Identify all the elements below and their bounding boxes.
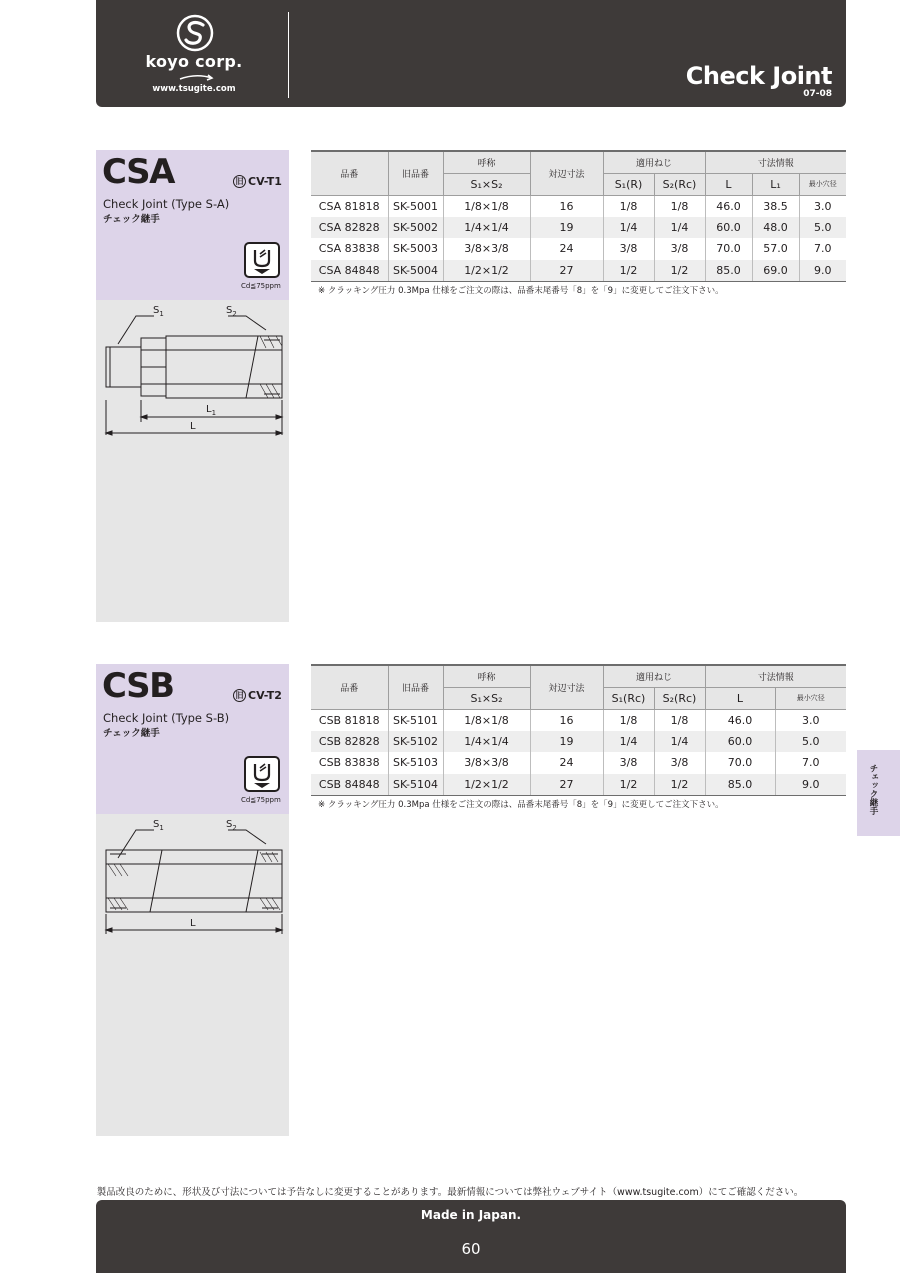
side-tab-label: チェック継手 xyxy=(868,764,878,815)
page-subtitle: 07-08 xyxy=(803,89,832,99)
col-thread: 適用ねじ xyxy=(603,665,705,687)
col-l1: L₁ xyxy=(752,173,799,195)
table-row xyxy=(311,752,846,774)
col-l: L xyxy=(705,687,775,709)
table-cell: 1/4 xyxy=(654,217,705,239)
table-cell: SK-5001 xyxy=(388,195,443,217)
table-cell: 85.0 xyxy=(705,774,775,796)
table-cell: CSA 82828 xyxy=(311,217,388,239)
table-cell: 1/4×1/4 xyxy=(443,217,530,239)
type-japanese: チェック継手 xyxy=(103,728,160,739)
old-mark: 旧 xyxy=(233,689,246,702)
col-old: 旧品番 xyxy=(388,151,443,195)
col-old: 旧品番 xyxy=(388,665,443,709)
table-cell: 19 xyxy=(530,217,603,239)
table-cell: 46.0 xyxy=(705,195,752,217)
table-cell: 7.0 xyxy=(799,238,846,260)
section-side-tab[interactable] xyxy=(857,750,900,836)
type-english: Check Joint (Type S-B) xyxy=(103,711,230,725)
table-cell: 9.0 xyxy=(775,774,846,796)
csa-note: ※ クラッキング圧力 0.3Mpa 仕様をご注文の際は、品番末尾番号「8」を「9」に変更してご注文下さい。 xyxy=(318,286,724,296)
page-footer xyxy=(96,1200,846,1273)
col-s2: S₂(Rc) xyxy=(654,687,705,709)
product-info xyxy=(96,664,289,814)
csa-spec-table xyxy=(311,150,846,282)
label-s2: $S_2$ xyxy=(226,305,237,318)
table-cell: 1/8 xyxy=(654,195,705,217)
old-code: CV-T1 xyxy=(248,175,282,188)
table-cell: CSA 83838 xyxy=(311,238,388,260)
col-nominal-sub: S₁×S₂ xyxy=(443,687,530,709)
csb-technical-drawing xyxy=(96,814,289,974)
page-header xyxy=(96,0,846,107)
col-nominal: 呼称 xyxy=(443,151,530,173)
page-number: 60 xyxy=(461,1240,481,1258)
table-cell: SK-5002 xyxy=(388,217,443,239)
col-part: 品番 xyxy=(311,665,388,709)
table-row xyxy=(311,195,846,217)
col-dims: 寸法情報 xyxy=(705,151,846,173)
table-cell: 19 xyxy=(530,731,603,753)
spec-label: Cd≦75ppm xyxy=(241,282,281,290)
drawing-area xyxy=(96,814,289,1136)
table-cell: SK-5104 xyxy=(388,774,443,796)
table-cell: 3.0 xyxy=(775,709,846,731)
table-cell: 70.0 xyxy=(705,238,752,260)
cadmium-spec-icon xyxy=(244,242,280,278)
label-s2: $S_2$ xyxy=(226,819,237,832)
footer-disclaimer: 製品改良のために、形状及び寸法については予告なしに変更することがあります。最新情報については弊社ウェブサイト（www.tsugite.com）にてご確認ください。 xyxy=(96,1187,804,1198)
table-cell: 16 xyxy=(530,195,603,217)
csb-spec-table xyxy=(311,664,846,796)
old-code-badge xyxy=(233,175,282,188)
logo-arrow-icon xyxy=(178,73,214,81)
col-nominal-sub: S₁×S₂ xyxy=(443,173,530,195)
col-width: 対辺寸法 xyxy=(530,665,603,709)
table-cell: CSB 81818 xyxy=(311,709,388,731)
cadmium-spec-icon xyxy=(244,756,280,792)
table-cell: 1/2 xyxy=(603,260,654,282)
csb-note: ※ クラッキング圧力 0.3Mpa 仕様をご注文の際は、品番末尾番号「8」を「9」に変更してご注文下さい。 xyxy=(318,800,724,810)
table-cell: 85.0 xyxy=(705,260,752,282)
table-cell: 24 xyxy=(530,752,603,774)
table-cell: 57.0 xyxy=(752,238,799,260)
table-row xyxy=(311,774,846,796)
col-l: L xyxy=(705,173,752,195)
table-cell: 1/2 xyxy=(654,774,705,796)
drawing-area xyxy=(96,300,289,622)
table-cell: 1/4 xyxy=(603,731,654,753)
col-thread: 適用ねじ xyxy=(603,151,705,173)
table-cell: 60.0 xyxy=(705,217,752,239)
table-cell: 1/8 xyxy=(654,709,705,731)
table-cell: 38.5 xyxy=(752,195,799,217)
old-mark: 旧 xyxy=(233,175,246,188)
col-min: 最小穴径 xyxy=(775,687,846,709)
col-dims: 寸法情報 xyxy=(705,665,846,687)
model-name: CSA xyxy=(102,152,174,192)
table-cell: CSB 83838 xyxy=(311,752,388,774)
table-cell: 1/2 xyxy=(654,260,705,282)
label-l: L xyxy=(190,918,196,929)
table-cell: 69.0 xyxy=(752,260,799,282)
type-japanese: チェック継手 xyxy=(103,214,160,225)
table-cell: 1/2×1/2 xyxy=(443,774,530,796)
label-s1: $S_1$ xyxy=(153,305,164,318)
page-title: Check Joint xyxy=(685,62,832,90)
table-cell: 1/2×1/2 xyxy=(443,260,530,282)
type-english: Check Joint (Type S-A) xyxy=(103,197,230,211)
table-cell: 1/4 xyxy=(654,731,705,753)
table-cell: 5.0 xyxy=(799,217,846,239)
old-code: CV-T2 xyxy=(248,689,282,702)
table-cell: SK-5101 xyxy=(388,709,443,731)
table-row xyxy=(311,709,846,731)
company-logo[interactable] xyxy=(96,0,292,107)
col-s1: S₁(R) xyxy=(603,173,654,195)
table-cell: 9.0 xyxy=(799,260,846,282)
table-cell: 1/8 xyxy=(603,195,654,217)
product-info xyxy=(96,150,289,300)
table-cell: 27 xyxy=(530,260,603,282)
brand-url: www.tsugite.com xyxy=(152,84,236,94)
table-cell: 3/8 xyxy=(654,238,705,260)
table-cell: 3/8 xyxy=(603,752,654,774)
table-cell: CSB 84848 xyxy=(311,774,388,796)
table-cell: SK-5004 xyxy=(388,260,443,282)
koyo-logo-icon xyxy=(176,14,214,52)
made-in-japan: Made in Japan. xyxy=(420,1208,522,1222)
col-part: 品番 xyxy=(311,151,388,195)
table-cell: 1/4 xyxy=(603,217,654,239)
csa-technical-drawing xyxy=(96,300,289,460)
table-cell: 70.0 xyxy=(705,752,775,774)
header-divider xyxy=(288,12,289,98)
table-cell: SK-5103 xyxy=(388,752,443,774)
brand-name: koyo corp. xyxy=(145,52,243,71)
table-cell: 16 xyxy=(530,709,603,731)
col-width: 対辺寸法 xyxy=(530,151,603,195)
table-cell: 1/8×1/8 xyxy=(443,195,530,217)
col-nominal: 呼称 xyxy=(443,665,530,687)
table-cell: SK-5003 xyxy=(388,238,443,260)
table-cell: 3.0 xyxy=(799,195,846,217)
table-cell: 24 xyxy=(530,238,603,260)
table-cell: 3/8 xyxy=(603,238,654,260)
table-cell: 60.0 xyxy=(705,731,775,753)
table-cell: 7.0 xyxy=(775,752,846,774)
table-cell: 1/4×1/4 xyxy=(443,731,530,753)
old-code-badge xyxy=(233,689,282,702)
table-cell: CSA 81818 xyxy=(311,195,388,217)
col-s2: S₂(Rc) xyxy=(654,173,705,195)
label-s1: $S_1$ xyxy=(153,819,164,832)
table-cell: 1/8 xyxy=(603,709,654,731)
table-cell: CSA 84848 xyxy=(311,260,388,282)
label-l1: $L_1$ xyxy=(206,404,217,417)
table-cell: SK-5102 xyxy=(388,731,443,753)
table-cell: 27 xyxy=(530,774,603,796)
col-s1: S₁(Rc) xyxy=(603,687,654,709)
table-cell: CSB 82828 xyxy=(311,731,388,753)
table-cell: 1/8×1/8 xyxy=(443,709,530,731)
col-min: 最小穴径 xyxy=(799,173,846,195)
table-row xyxy=(311,731,846,753)
table-cell: 3/8×3/8 xyxy=(443,238,530,260)
spec-label: Cd≦75ppm xyxy=(241,796,281,804)
table-cell: 3/8×3/8 xyxy=(443,752,530,774)
table-cell: 5.0 xyxy=(775,731,846,753)
model-name: CSB xyxy=(102,666,174,706)
label-l: L xyxy=(190,421,196,432)
table-row xyxy=(311,217,846,239)
table-cell: 3/8 xyxy=(654,752,705,774)
table-row xyxy=(311,238,846,260)
table-cell: 1/2 xyxy=(603,774,654,796)
table-row xyxy=(311,260,846,282)
table-cell: 46.0 xyxy=(705,709,775,731)
table-cell: 48.0 xyxy=(752,217,799,239)
